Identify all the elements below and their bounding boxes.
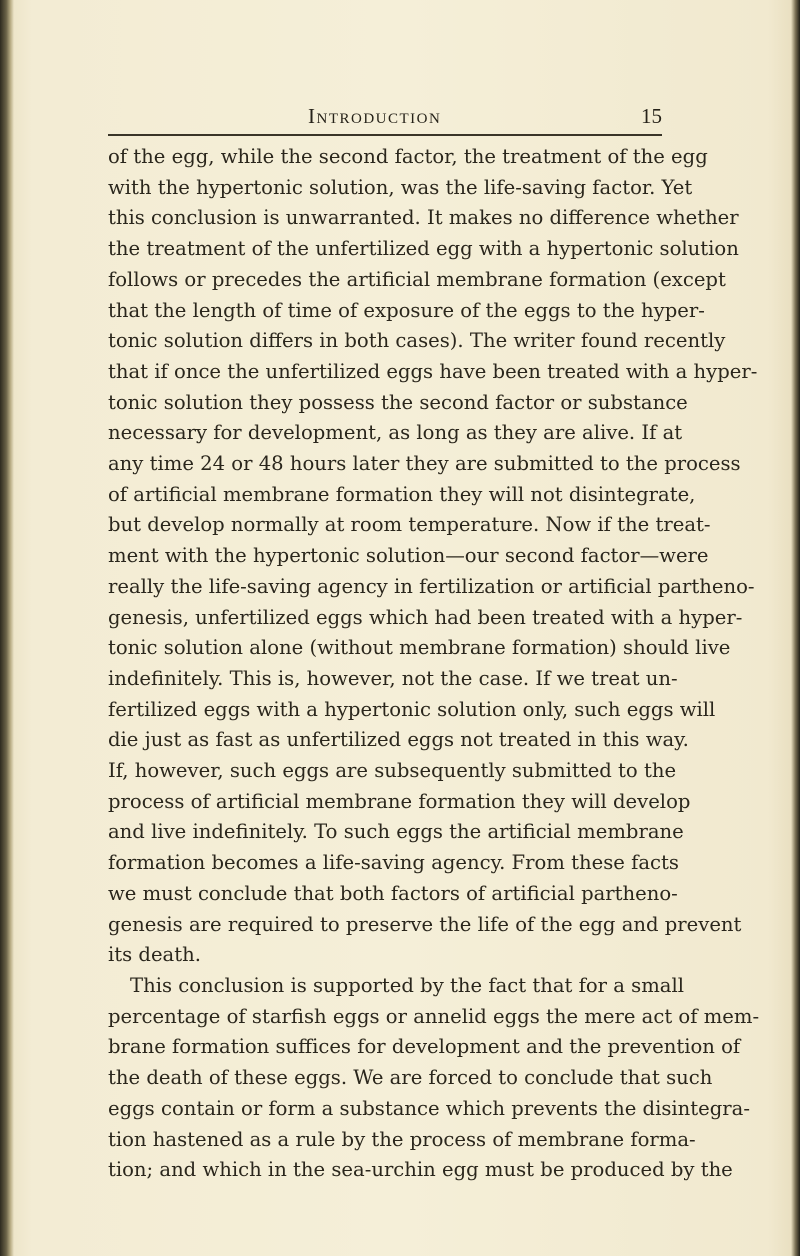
text-line: the death of these eggs. We are forced to conclude that such xyxy=(108,1066,713,1090)
text-line: tion; and which in the sea-urchin egg must be produced by the xyxy=(108,1158,733,1182)
text-line: the treatment of the unfertilized egg with a hypertonic solution xyxy=(108,237,739,261)
text-line: eggs contain or form a substance which prevents the disintegra- xyxy=(108,1096,750,1120)
page-binding-shadow xyxy=(0,0,14,1256)
paragraph xyxy=(108,142,758,971)
text-line: any time 24 or 48 hours later they are submitted to the process xyxy=(108,452,741,476)
text-line: but develop normally at room temperature. Now if the treat- xyxy=(108,513,711,537)
text-line: its death. xyxy=(108,943,201,967)
text-line: with the hypertonic solution, was the life-saving factor. Yet xyxy=(108,175,693,199)
text-line: tion hastened as a rule by the process of membrane forma- xyxy=(108,1127,696,1151)
text-line: indefinitely. This is, however, not the case. If we treat un- xyxy=(108,666,678,690)
running-head xyxy=(108,104,662,136)
text-line: ment with the hypertonic solution—our second factor—were xyxy=(108,544,709,568)
running-head-title: Introduction xyxy=(308,104,442,128)
text-line: die just as fast as unfertilized eggs not treated in this way. xyxy=(108,728,689,752)
text-line: tonic solution alone (without membrane formation) should live xyxy=(108,636,731,660)
text-line: percentage of starfish eggs or annelid eggs the mere act of mem- xyxy=(108,1004,760,1028)
text-line: and live indefinitely. To such eggs the artificial membrane xyxy=(108,820,684,844)
text-line: This conclusion is supported by the fact that for a small xyxy=(130,973,685,997)
header-rule xyxy=(108,134,662,136)
text-line: necessary for development, as long as they are alive. If at xyxy=(108,421,683,445)
text-line: fertilized eggs with a hypertonic solution only, such eggs will xyxy=(108,697,716,721)
text-line: genesis, unfertilized eggs which had been treated with a hyper- xyxy=(108,605,743,629)
text-line: that the length of time of exposure of the eggs to the hyper- xyxy=(108,298,705,322)
paragraph xyxy=(108,971,760,1186)
text-line: tonic solution they possess the second factor or substance xyxy=(108,390,688,414)
text-line: follows or precedes the artificial membrane formation (except xyxy=(108,267,726,291)
page-edge-shadow xyxy=(791,0,800,1256)
body-text xyxy=(108,142,760,1186)
text-line: that if once the unfertilized eggs have been treated with a hyper- xyxy=(108,359,758,383)
text-line: process of artificial membrane formation they will develop xyxy=(108,789,691,813)
text-line: formation becomes a life-saving agency. From these facts xyxy=(108,851,679,875)
text-line: genesis are required to preserve the life of the egg and prevent xyxy=(108,912,742,936)
text-line: of the egg, while the second factor, the treatment of the egg xyxy=(108,145,708,168)
text-line: this conclusion is unwarranted. It makes no difference whether xyxy=(108,206,739,230)
text-line: brane formation suffices for development and the prevention of xyxy=(108,1035,741,1059)
text-line: tonic solution differs in both cases). The writer found recently xyxy=(108,329,726,353)
page-number: 15 xyxy=(641,104,662,128)
text-line: we must conclude that both factors of artificial partheno- xyxy=(108,881,678,905)
text-line: If, however, such eggs are subsequently submitted to the xyxy=(108,759,677,783)
text-line: of artificial membrane formation they will not disintegrate, xyxy=(108,482,696,506)
text-line: really the life-saving agency in fertilization or artificial partheno- xyxy=(108,574,755,598)
